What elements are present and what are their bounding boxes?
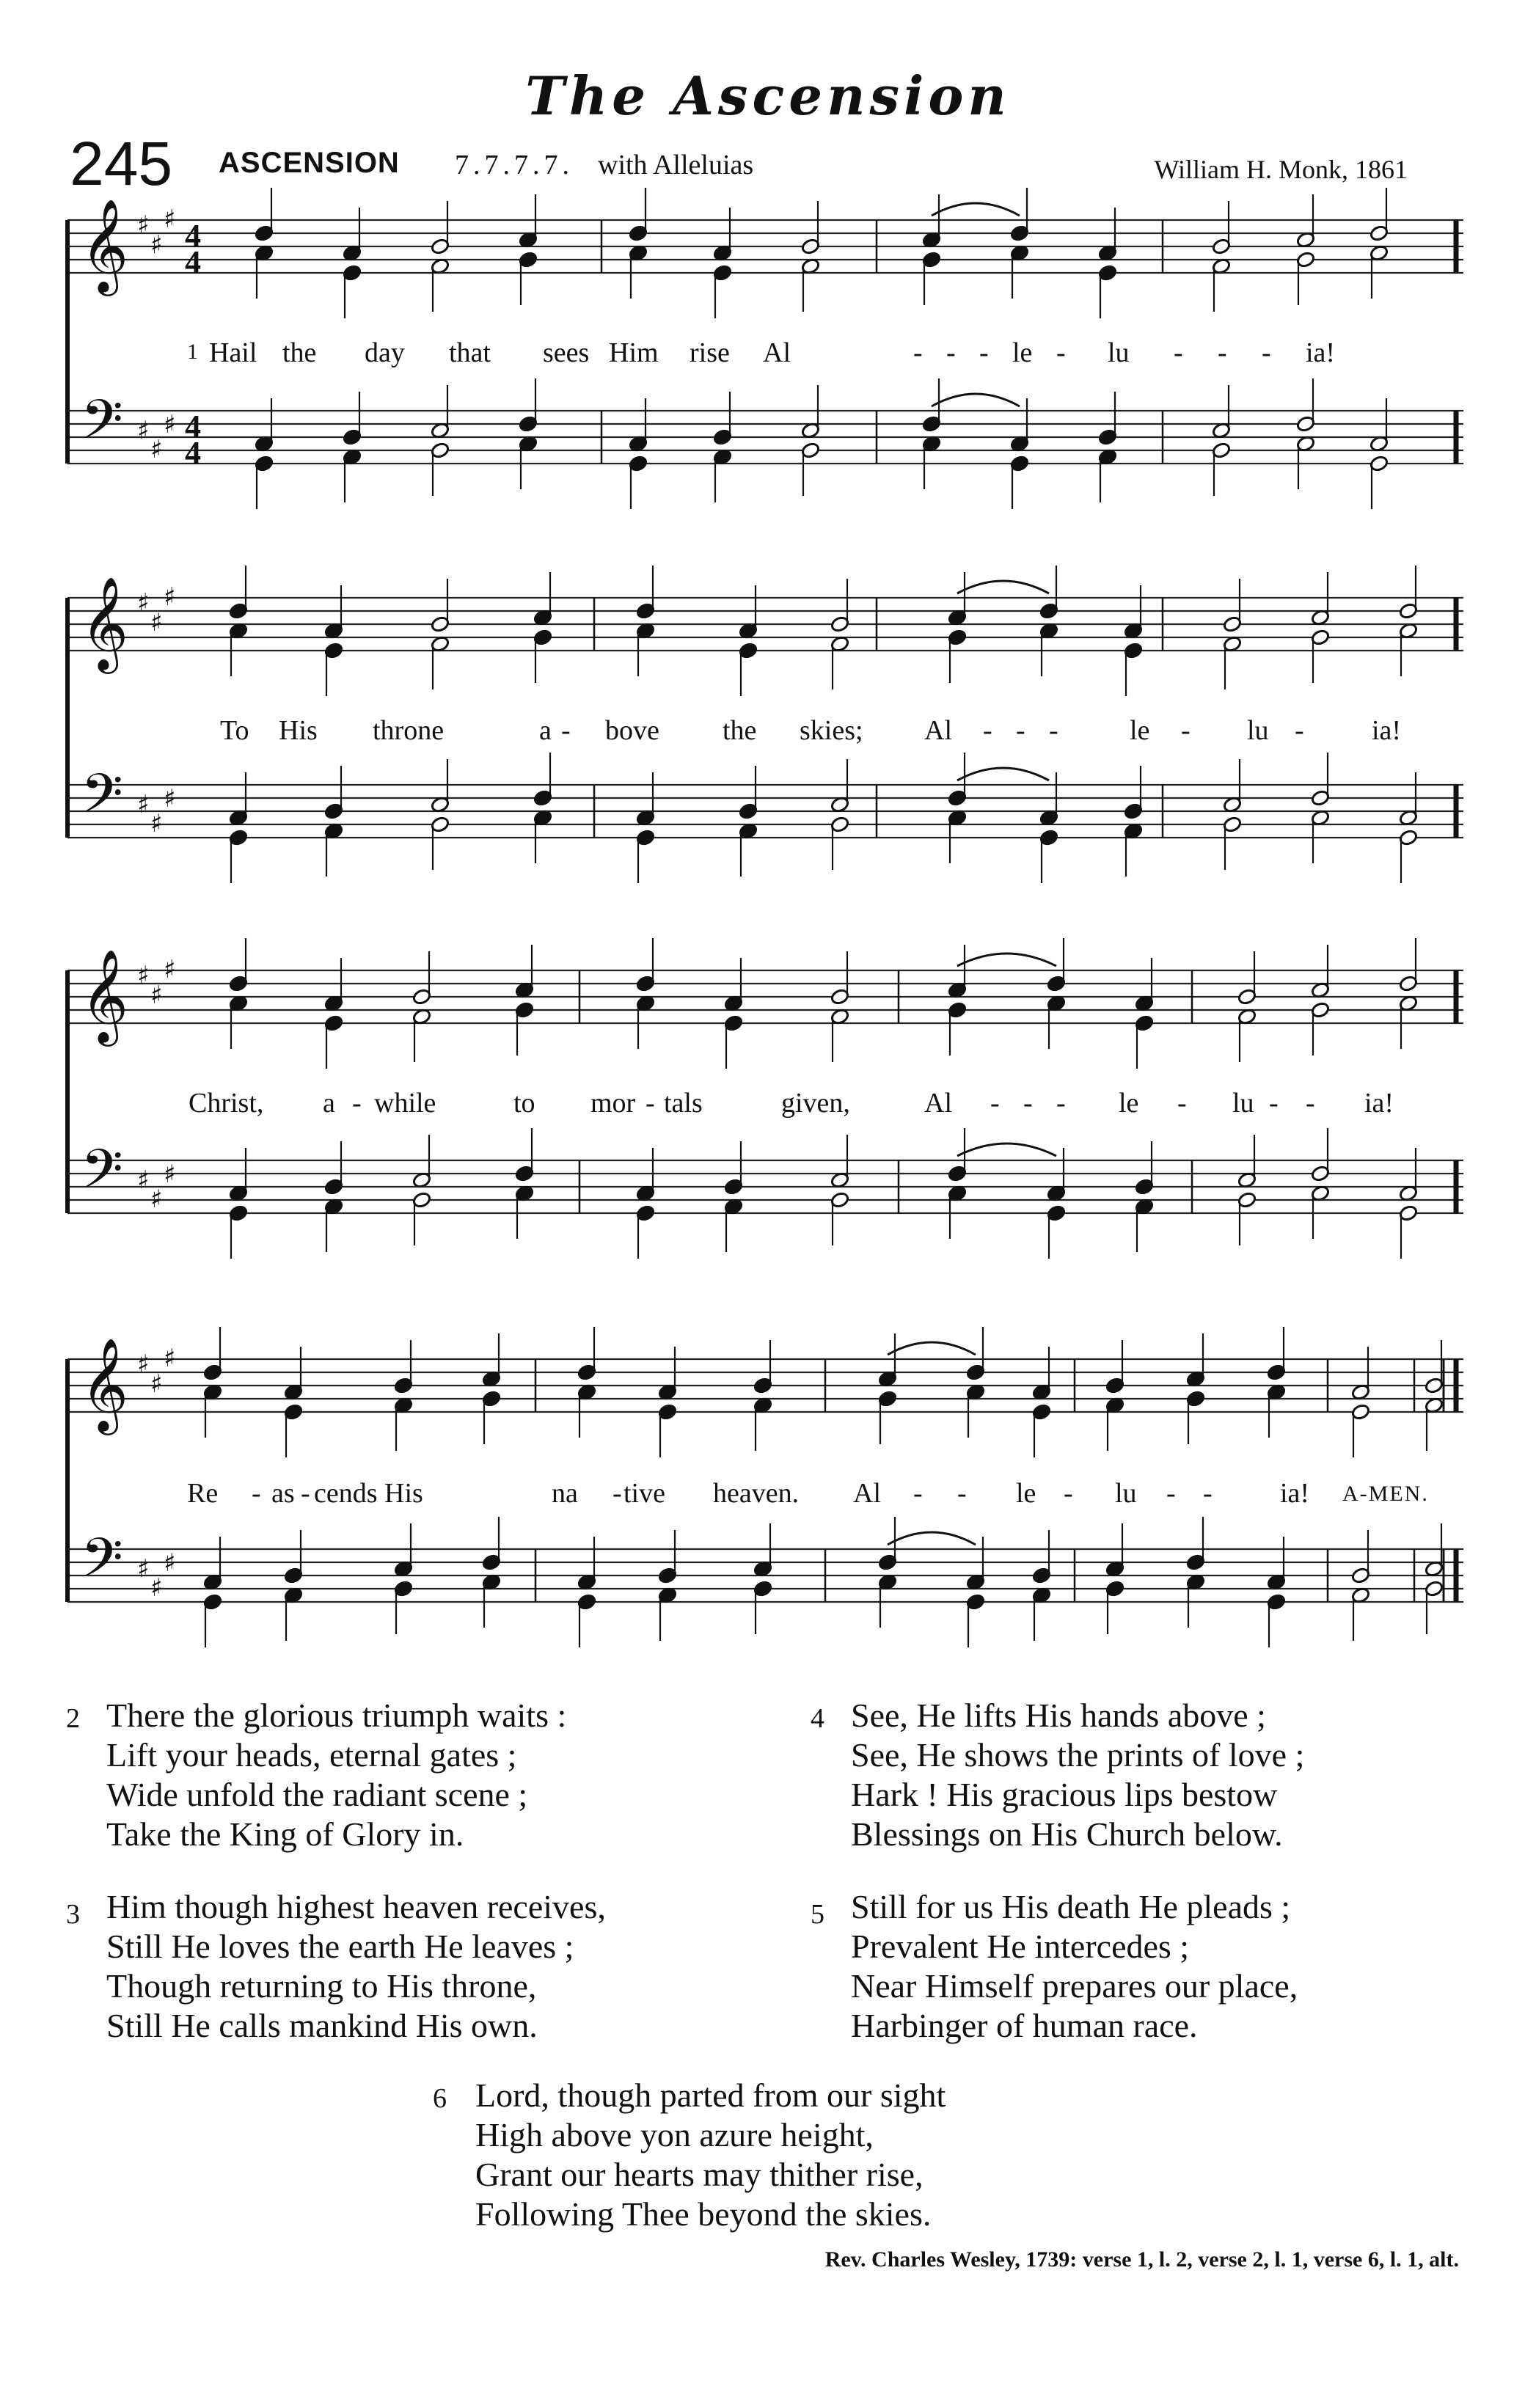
meter-extra: with Alleluias	[598, 150, 754, 180]
lyric-syllable: Hail	[209, 337, 257, 368]
key-sharp: ♯	[150, 608, 163, 637]
key-sharp: ♯	[150, 435, 163, 464]
lyric-syllable: -	[979, 337, 989, 368]
time-signature-bottom: 4	[185, 244, 201, 280]
hymn-number: 245	[70, 129, 173, 198]
lyric-syllable: Al	[763, 337, 791, 368]
key-sharp: ♯	[164, 410, 176, 439]
verse-line: Lift your heads, eternal gates ;	[106, 1736, 517, 1774]
lyric-syllable: -	[1306, 1088, 1315, 1119]
bass-clef: 𝄢	[81, 388, 123, 465]
lyric-syllable: tals	[664, 1088, 703, 1119]
treble-clef: 𝄞	[81, 576, 129, 670]
key-sharp: ♯	[137, 211, 150, 240]
verse-line: Though returning to His throne,	[106, 1967, 537, 2005]
lyric-syllable: a	[323, 1088, 335, 1119]
time-signature-bottom: 4	[185, 435, 201, 471]
lyric-syllable: na	[552, 1478, 578, 1509]
lyric-syllable: -	[1269, 1088, 1279, 1119]
lyric-syllable: -	[1218, 337, 1227, 368]
lyric-syllable: lu	[1247, 715, 1269, 746]
bass-clef: 𝄢	[81, 1138, 123, 1215]
key-sharp: ♯	[164, 582, 176, 612]
verse-line: Blessings on His Church below.	[851, 1815, 1283, 1853]
lyric-syllable: -	[646, 1088, 655, 1119]
lyric-syllable: that	[449, 337, 491, 368]
key-sharp: ♯	[137, 1165, 150, 1195]
key-sharp: ♯	[150, 1369, 163, 1399]
key-sharp: ♯	[150, 1185, 163, 1214]
time-signature-top: 4	[185, 409, 201, 444]
lyric-syllable: heaven.	[713, 1478, 800, 1509]
tune-name: ASCENSION	[219, 147, 400, 179]
key-sharp: ♯	[150, 230, 163, 260]
lyric-syllable: Al	[924, 1088, 952, 1119]
lyric-syllable: -	[957, 1478, 967, 1509]
lyric-syllable: A-MEN.	[1342, 1482, 1429, 1506]
lyric-syllable: while	[374, 1088, 436, 1119]
slur	[957, 581, 1049, 593]
key-sharp: ♯	[137, 1554, 150, 1584]
lyric-syllable: -	[913, 337, 923, 368]
verse-number: 5	[811, 1899, 824, 1930]
lyric-syllable: cends His	[314, 1478, 423, 1509]
lyric-syllable: lu	[1108, 337, 1130, 368]
verse-line: Wide unfold the radiant scene ;	[106, 1776, 528, 1813]
key-sharp: ♯	[150, 981, 163, 1010]
verse-line: Prevalent He intercedes ;	[851, 1928, 1190, 1965]
lyric-syllable: To	[220, 715, 249, 746]
verse-line: Still He calls mankind His own.	[106, 2007, 538, 2044]
lyric-syllable: a	[539, 715, 552, 746]
lyric-syllable: -	[1016, 715, 1025, 746]
lyric-syllable: -	[983, 715, 992, 746]
lyric-syllable: given,	[781, 1088, 850, 1119]
lyric-syllable: to	[513, 1088, 535, 1119]
slur	[957, 768, 1049, 780]
key-sharp: ♯	[137, 416, 150, 445]
lyric-syllable: the	[723, 715, 757, 746]
verse-line: Grant our hearts may thither rise,	[475, 2156, 924, 2193]
verse-number: 6	[433, 2083, 447, 2114]
lyric-syllable: le	[1012, 337, 1033, 368]
lyric-syllable: ia!	[1364, 1088, 1394, 1119]
lyric-syllable: -	[1177, 1088, 1187, 1119]
lyric-syllable: le	[1119, 1088, 1139, 1119]
verse-line: High above yon azure height,	[475, 2116, 874, 2153]
key-sharp: ♯	[164, 784, 176, 813]
meter: 7.7.7.7.	[455, 150, 574, 180]
composer: William H. Monk, 1861	[1154, 155, 1408, 184]
treble-clef: 𝄞	[81, 948, 129, 1042]
lyric-syllable: Al	[853, 1478, 881, 1509]
lyric-syllable: lu	[1232, 1088, 1254, 1119]
key-sharp: ♯	[137, 588, 150, 618]
lyric-syllable: ia!	[1280, 1478, 1310, 1509]
verse-line: See, He shows the prints of love ;	[851, 1736, 1305, 1774]
slur	[932, 394, 1020, 406]
bass-clef: 𝄢	[81, 1526, 123, 1603]
lyric-syllable: -	[1174, 337, 1183, 368]
key-sharp: ♯	[137, 790, 150, 819]
lyric-syllable: tive	[623, 1478, 665, 1509]
verse-line: Following Thee beyond the skies.	[475, 2195, 932, 2233]
lyric-syllable: -	[1295, 715, 1304, 746]
lyric-syllable: skies;	[800, 715, 863, 746]
lyric-syllable: sees	[543, 337, 590, 368]
lyric-syllable: rise	[690, 337, 730, 368]
bass-clef: 𝄢	[81, 762, 123, 839]
lyric-syllable: le	[1016, 1478, 1036, 1509]
key-sharp: ♯	[137, 961, 150, 990]
lyric-syllable: -	[1056, 337, 1066, 368]
lyric-syllable: -	[1166, 1478, 1176, 1509]
lyric-syllable: -	[561, 715, 571, 746]
lyric-syllable: -	[1049, 715, 1058, 746]
lyric-syllable: -	[612, 1478, 622, 1509]
lyric-syllable: ia!	[1306, 337, 1336, 368]
slur	[932, 203, 1020, 216]
lyric-syllable: -	[990, 1088, 1000, 1119]
verse-line: There the glorious triumph waits :	[106, 1697, 567, 1734]
page-title: The Ascension	[525, 65, 1011, 127]
verse-number: 4	[811, 1703, 824, 1734]
verse-line: Still for us His death He pleads ;	[851, 1888, 1291, 1925]
lyric-syllable: -	[1064, 1478, 1073, 1509]
verse-line: Lord, though parted from our sight	[475, 2076, 946, 2114]
lyric-syllable: -	[1056, 1088, 1066, 1119]
lyric-syllable: -	[913, 1478, 923, 1509]
lyric-syllable: the	[282, 337, 317, 368]
verse-line: See, He lifts His hands above ;	[851, 1697, 1266, 1734]
key-sharp: ♯	[150, 809, 163, 838]
verse-line: Near Himself prepares our place,	[851, 1967, 1298, 2005]
lyric-syllable: -	[1262, 337, 1271, 368]
key-sharp: ♯	[164, 1160, 176, 1189]
lyric-syllable: -	[1023, 1088, 1033, 1119]
verse-line: Him though highest heaven receives,	[106, 1888, 606, 1925]
lyric-syllable: -	[946, 337, 956, 368]
lyric-syllable: -	[301, 1478, 310, 1509]
key-sharp: ♯	[164, 1548, 176, 1578]
treble-clef: 𝄞	[81, 1337, 129, 1431]
verse-line: Harbinger of human race.	[851, 2007, 1198, 2044]
slur	[888, 1532, 976, 1545]
lyric-syllable: His	[279, 715, 318, 746]
lyric-syllable: lu	[1115, 1478, 1137, 1509]
verse-number: 3	[66, 1899, 80, 1930]
verse-line: Take the King of Glory in.	[106, 1815, 464, 1853]
text-credit: Rev. Charles Wesley, 1739: verse 1, l. 2, verse 2, l. 1, verse 6, l. 1, alt.	[824, 2247, 1459, 2272]
key-sharp: ♯	[150, 1573, 163, 1603]
lyric-syllable: Christ,	[189, 1088, 264, 1119]
lyric-syllable: day	[365, 337, 405, 368]
slur	[888, 1342, 976, 1355]
key-sharp: ♯	[164, 1344, 176, 1373]
lyric-syllable: Re	[187, 1478, 219, 1509]
lyric-syllable: le	[1130, 715, 1150, 746]
key-sharp: ♯	[164, 205, 176, 234]
slur	[957, 954, 1056, 966]
lyric-syllable: Al	[924, 715, 952, 746]
time-signature-top: 4	[185, 218, 201, 254]
lyric-syllable: Him	[609, 337, 659, 368]
lyric-syllable: -	[252, 1478, 261, 1509]
verse-number: 2	[66, 1703, 80, 1734]
verse-line: Hark ! His gracious lips bestow	[851, 1776, 1278, 1813]
key-sharp: ♯	[164, 955, 176, 984]
verse-line: Still He loves the earth He leaves ;	[106, 1928, 574, 1965]
lyric-syllable: ia!	[1372, 715, 1402, 746]
lyric-syllable: -	[1181, 715, 1191, 746]
lyric-syllable: bove	[605, 715, 659, 746]
key-sharp: ♯	[137, 1350, 150, 1379]
treble-clef: 𝄞	[81, 198, 129, 292]
lyric-syllable: throne	[373, 715, 445, 746]
lyric-syllable: -	[352, 1088, 362, 1119]
lyric-syllable: mor	[590, 1088, 636, 1119]
lyric-syllable: -	[1203, 1478, 1213, 1509]
slur	[957, 1143, 1056, 1156]
verse-number: 1	[187, 340, 198, 364]
lyric-syllable: as	[271, 1478, 295, 1509]
